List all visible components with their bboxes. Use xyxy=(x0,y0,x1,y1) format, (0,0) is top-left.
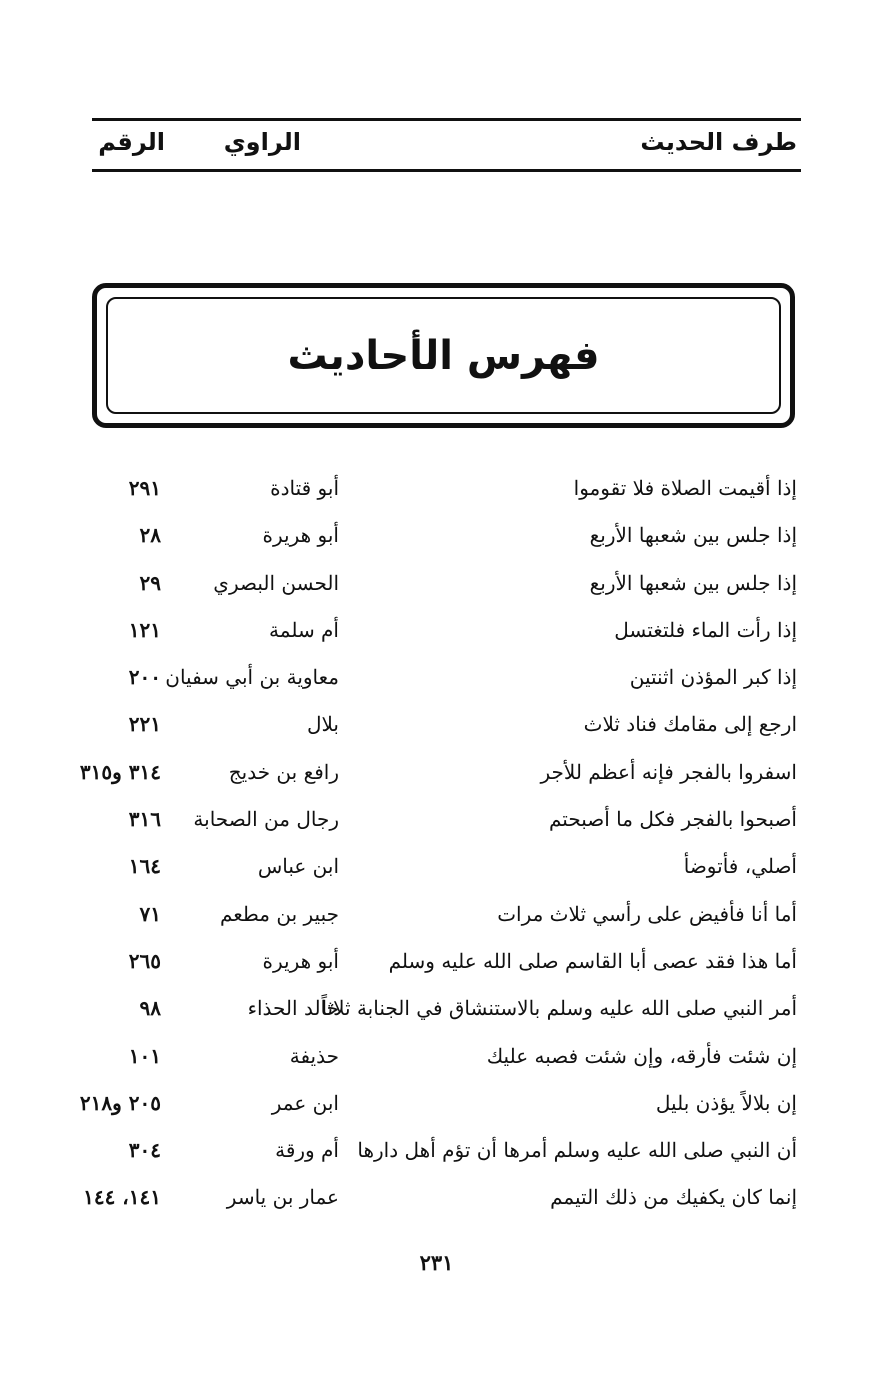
hadith-number: ٣١٦ xyxy=(128,807,161,832)
hadith-number: ٧١ xyxy=(139,901,161,926)
index-row xyxy=(0,988,873,1035)
hadith-number: ٣٠٤ xyxy=(128,1138,161,1163)
narrator: أبو هريرة xyxy=(262,523,339,548)
index-row xyxy=(0,1036,873,1083)
narrator: أم سلمة xyxy=(269,617,339,642)
index-header xyxy=(92,118,801,172)
hadith-number: ٢٩ xyxy=(139,570,161,595)
title-frame xyxy=(92,283,795,428)
hadith-number: ١٠١ xyxy=(128,1043,161,1068)
hadith-text: إن بلالاً يؤذن بليل xyxy=(655,1090,797,1115)
hadith-text: إذا رأت الماء فلتغتسل xyxy=(614,617,797,642)
header-narrator-label: الراوي xyxy=(223,128,301,156)
hadith-number: ٢٩١ xyxy=(128,476,161,500)
index-row xyxy=(0,610,873,657)
hadith-number: ٢٠٥ و٢١٨ xyxy=(79,1090,161,1115)
hadith-text: إن شئت فأرقه، وإن شئت فصبه عليك xyxy=(486,1043,797,1068)
hadith-text: أمر النبي صلى الله عليه وسلم بالاستنشاق في الجنابة ثلاثاً xyxy=(321,996,797,1021)
hadith-number: ٣١٤ و٣١٥ xyxy=(79,759,161,784)
hadith-number: ٢٦٥ xyxy=(128,948,161,973)
narrator: أبو هريرة xyxy=(262,948,339,973)
index-row xyxy=(0,704,873,751)
index-row xyxy=(0,657,873,704)
narrator: جبير بن مطعم xyxy=(219,901,339,926)
hadith-text: أما هذا فقد عصى أبا القاسم صلى الله عليه وسلم xyxy=(388,948,797,973)
index-row xyxy=(0,1083,873,1130)
hadith-text: أصلي، فأتوضأ xyxy=(683,854,797,879)
hadith-number: ٢٢١ xyxy=(128,712,161,737)
narrator: أم ورقة xyxy=(275,1138,339,1163)
narrator: رافع بن خديج xyxy=(228,759,339,784)
index-row xyxy=(0,1130,873,1177)
hadith-text: أن النبي صلى الله عليه وسلم أمرها أن تؤم أهل دارها xyxy=(357,1138,797,1163)
hadith-text: ارجع إلى مقامك فناد ثلاث xyxy=(583,712,797,737)
index-row xyxy=(0,846,873,893)
narrator: حذيفة xyxy=(289,1043,339,1068)
index-row xyxy=(0,515,873,562)
index-row xyxy=(0,941,873,988)
header-number-label: الرقم xyxy=(98,128,165,156)
hadith-number: ٩٨ xyxy=(139,996,161,1021)
hadith-text: إذا جلس بين شعبها الأربع xyxy=(589,523,797,548)
hadith-number: ٢٨ xyxy=(139,523,161,548)
hadith-number: ٢٠٠ xyxy=(128,665,161,690)
hadith-text: أما أنا فأفيض على رأسي ثلاث مرات xyxy=(497,901,797,926)
index-title: فهرس الأحاديث xyxy=(287,332,600,379)
narrator: الحسن البصري xyxy=(213,570,339,595)
hadith-number: ١٤١، ١٤٤ xyxy=(83,1185,161,1210)
index-row xyxy=(0,563,873,610)
narrator: ابن عمر xyxy=(271,1090,339,1115)
narrator: معاوية بن أبي سفيان xyxy=(165,665,339,690)
hadith-index-list xyxy=(0,468,873,1225)
index-row xyxy=(0,752,873,799)
narrator: خالد الحذاء xyxy=(247,996,339,1021)
hadith-text: إذا كبر المؤذن اثنتين xyxy=(629,665,797,690)
index-row xyxy=(0,468,873,515)
title-inner-frame xyxy=(106,297,781,414)
hadith-number: ١٦٤ xyxy=(128,854,161,879)
narrator: عمار بن ياسر xyxy=(226,1185,339,1210)
narrator: رجال من الصحابة xyxy=(193,807,339,832)
narrator: ابن عباس xyxy=(257,854,339,879)
hadith-text: أصبحوا بالفجر فكل ما أصبحتم xyxy=(548,807,797,832)
header-hadith-label: طرف الحديث xyxy=(640,128,797,156)
hadith-text: إذا أقيمت الصلاة فلا تقوموا xyxy=(573,476,797,500)
hadith-text: إنما كان يكفيك من ذلك التيمم xyxy=(550,1185,797,1210)
hadith-text: إذا جلس بين شعبها الأربع xyxy=(589,570,797,595)
page-number: ٢٣١ xyxy=(419,1250,454,1275)
narrator: أبو قتادة xyxy=(270,476,339,500)
index-row xyxy=(0,1177,873,1224)
hadith-number: ١٢١ xyxy=(128,617,161,642)
index-row xyxy=(0,799,873,846)
index-row xyxy=(0,894,873,941)
hadith-text: اسفروا بالفجر فإنه أعظم للأجر xyxy=(540,759,797,784)
narrator: بلال xyxy=(306,712,339,737)
